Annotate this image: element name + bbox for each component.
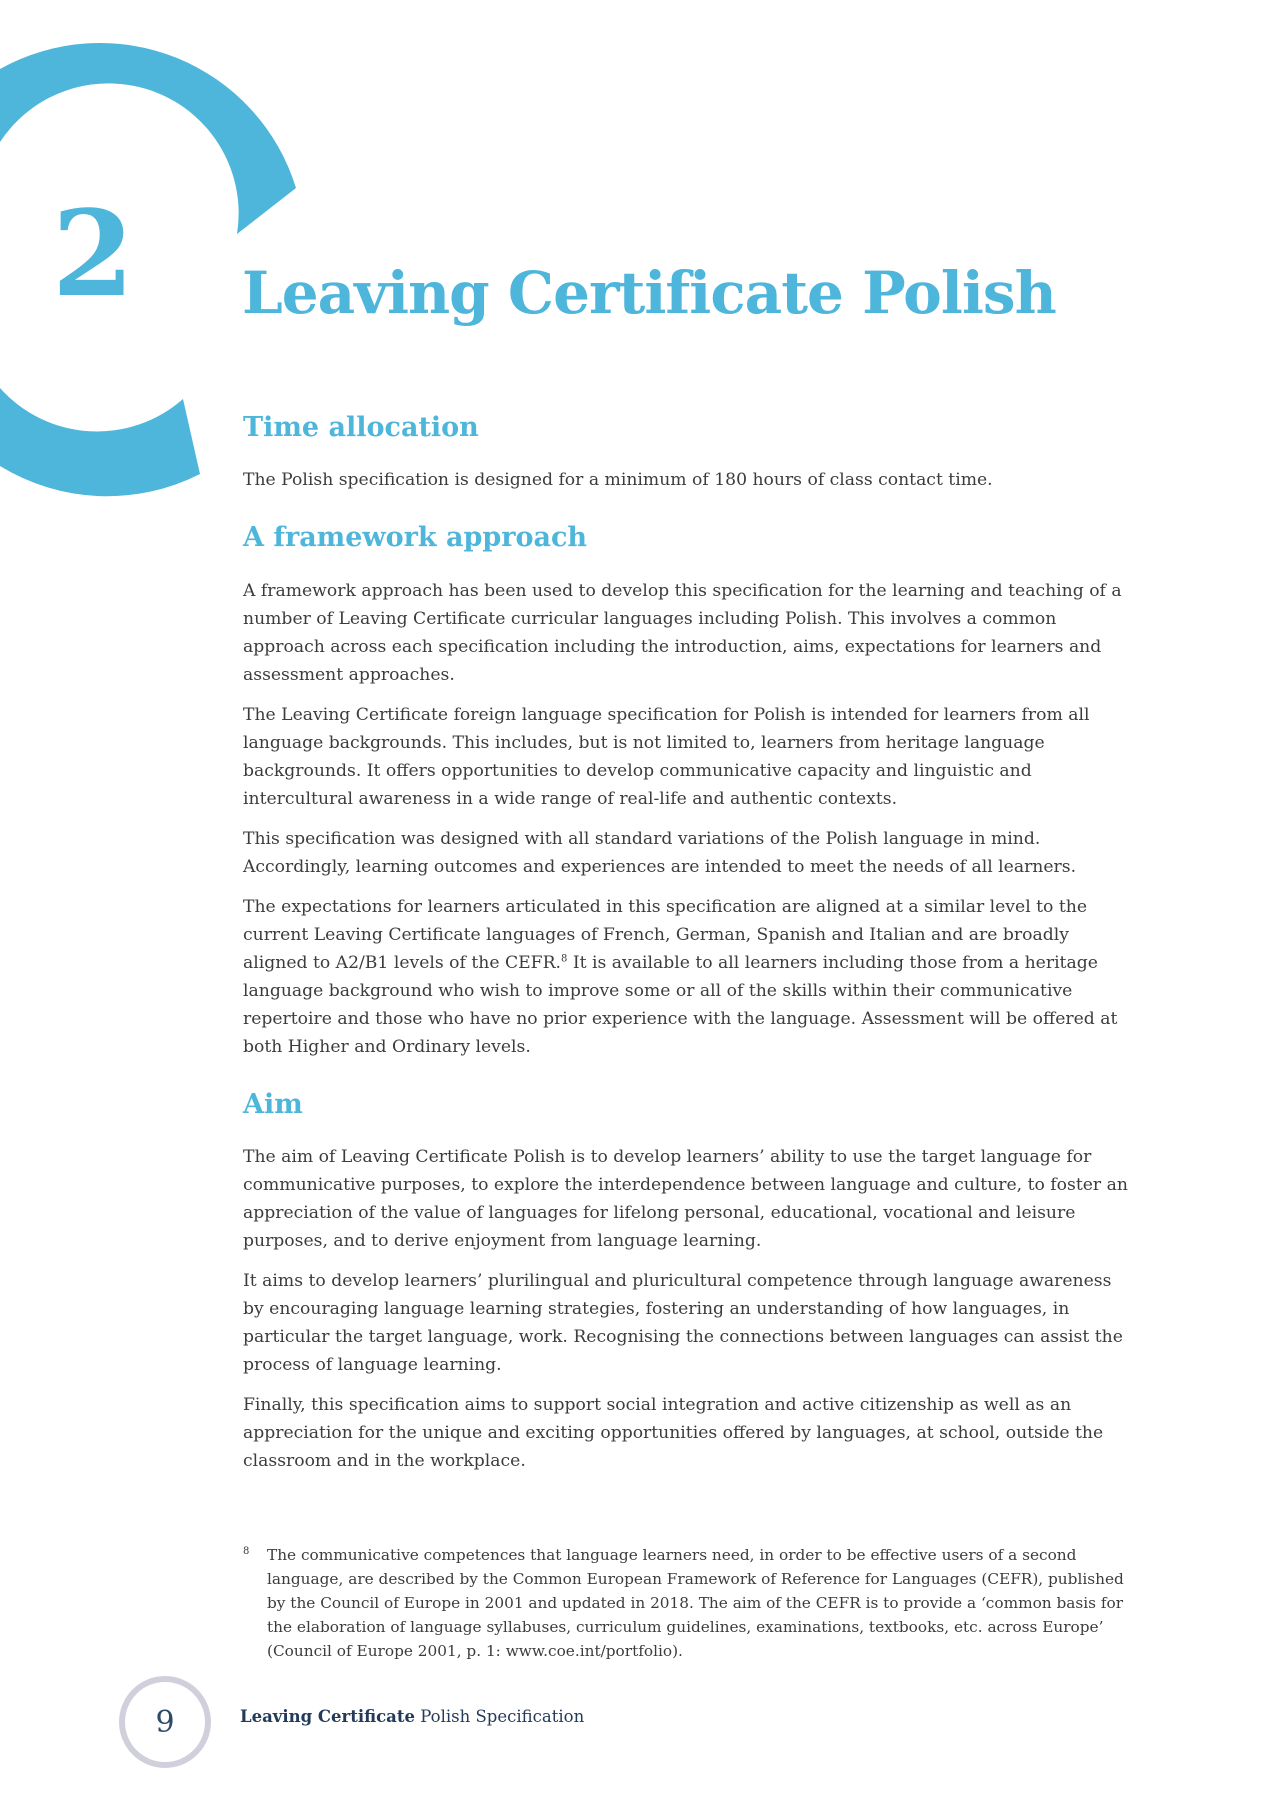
paragraph: The Leaving Certificate foreign language specification for Polish is intended for learners from all language backgrounds. This includes, but is not limited to, learners from heritage language backgrounds. It offers opportunities to develop communicative capacity and linguistic and intercultural awareness in a wide range of real-life and authentic contexts. [243, 704, 1090, 809]
running-footer [240, 1707, 584, 1726]
chapter-title: Leaving Certificate Polish [242, 259, 1056, 327]
main-content [243, 412, 1133, 1503]
footnote-reference[interactable]: 8 [560, 953, 568, 965]
page-number: 9 [119, 1676, 211, 1768]
section-framework-approach [243, 522, 1133, 1060]
paragraph: This specification was designed with all standard variations of the Polish language in mind. Accordingly, learning outcomes and experiences are intended to meet the needs of all learners. [243, 828, 1077, 877]
paragraph: The aim of Leaving Certificate Polish is to develop learners’ ability to use the target language for communicative purposes, to explore the interdependence between language and culture, to foster an appreciation of the value of languages for lifelong personal, educational, vocational and leisure purposes, and to derive enjoyment from language learning. [243, 1147, 1128, 1252]
footer-title-rest: Polish Specification [415, 1707, 585, 1726]
footer-title-bold: Leaving Certificate [240, 1707, 415, 1726]
paragraph: Finally, this specification aims to support social integration and active citizenship as well as an appreciation for the unique and exciting opportunities offered by languages, at school, outside the classroom and in the workplace. [243, 1395, 1104, 1472]
chapter-number: 2 [52, 184, 135, 323]
footnote-number: 8 [243, 1546, 250, 1557]
section-heading: Time allocation [243, 412, 479, 443]
paragraph-cefr [243, 893, 1133, 1061]
section-aim [243, 1089, 1133, 1475]
footnote [243, 1543, 1128, 1663]
paragraph: The Polish specification is designed for a minimum of 180 hours of class contact time. [243, 470, 993, 491]
section-time-allocation [243, 412, 1133, 494]
footnote-text: The communicative competences that language learners need, in order to be effective users of a second language, are described by the Common European Framework of Reference for Languages (CEFR), published by the Council of Europe in 2001 and updated in 2018. The aim of the CEFR is to provide a ‘common basis for the elaboration of language syllabuses, curriculum guidelines, examinations, textbooks, etc. across Europe’ (Council of Europe 2001, p. 1: www.coe.int/portfolio). [267, 1546, 1124, 1660]
section-heading: A framework approach [243, 522, 588, 554]
paragraph-text: The expectations for learners articulated in this specification are aligned at a similar level to the current Leaving Certificate languages of French, German, Spanish and Italian and are broadly aligned to A2/B1 levels of the CEFR. [243, 896, 1088, 973]
paragraph-text: It is available to all learners including those from a heritage language background who wish to improve some or all of the skills within their communicative repertoire and those who have no prior experience with the language. Assessment will be offered at both Higher and Ordinary levels. [243, 952, 1118, 1057]
section-heading: Aim [243, 1088, 303, 1120]
paragraph: It aims to develop learners’ plurilingual and pluricultural competence through language awareness by encouraging language learning strategies, fostering an understanding of how languages, in particular the target language, work. Recognising the connections between languages can assist the process of language learning. [243, 1271, 1123, 1376]
paragraph: A framework approach has been used to develop this specification for the learning and teaching of a number of Leaving Certificate curricular languages including Polish. This involves a common approach across each specification including the introduction, aims, expectations for learners and assessment approaches. [243, 580, 1122, 685]
